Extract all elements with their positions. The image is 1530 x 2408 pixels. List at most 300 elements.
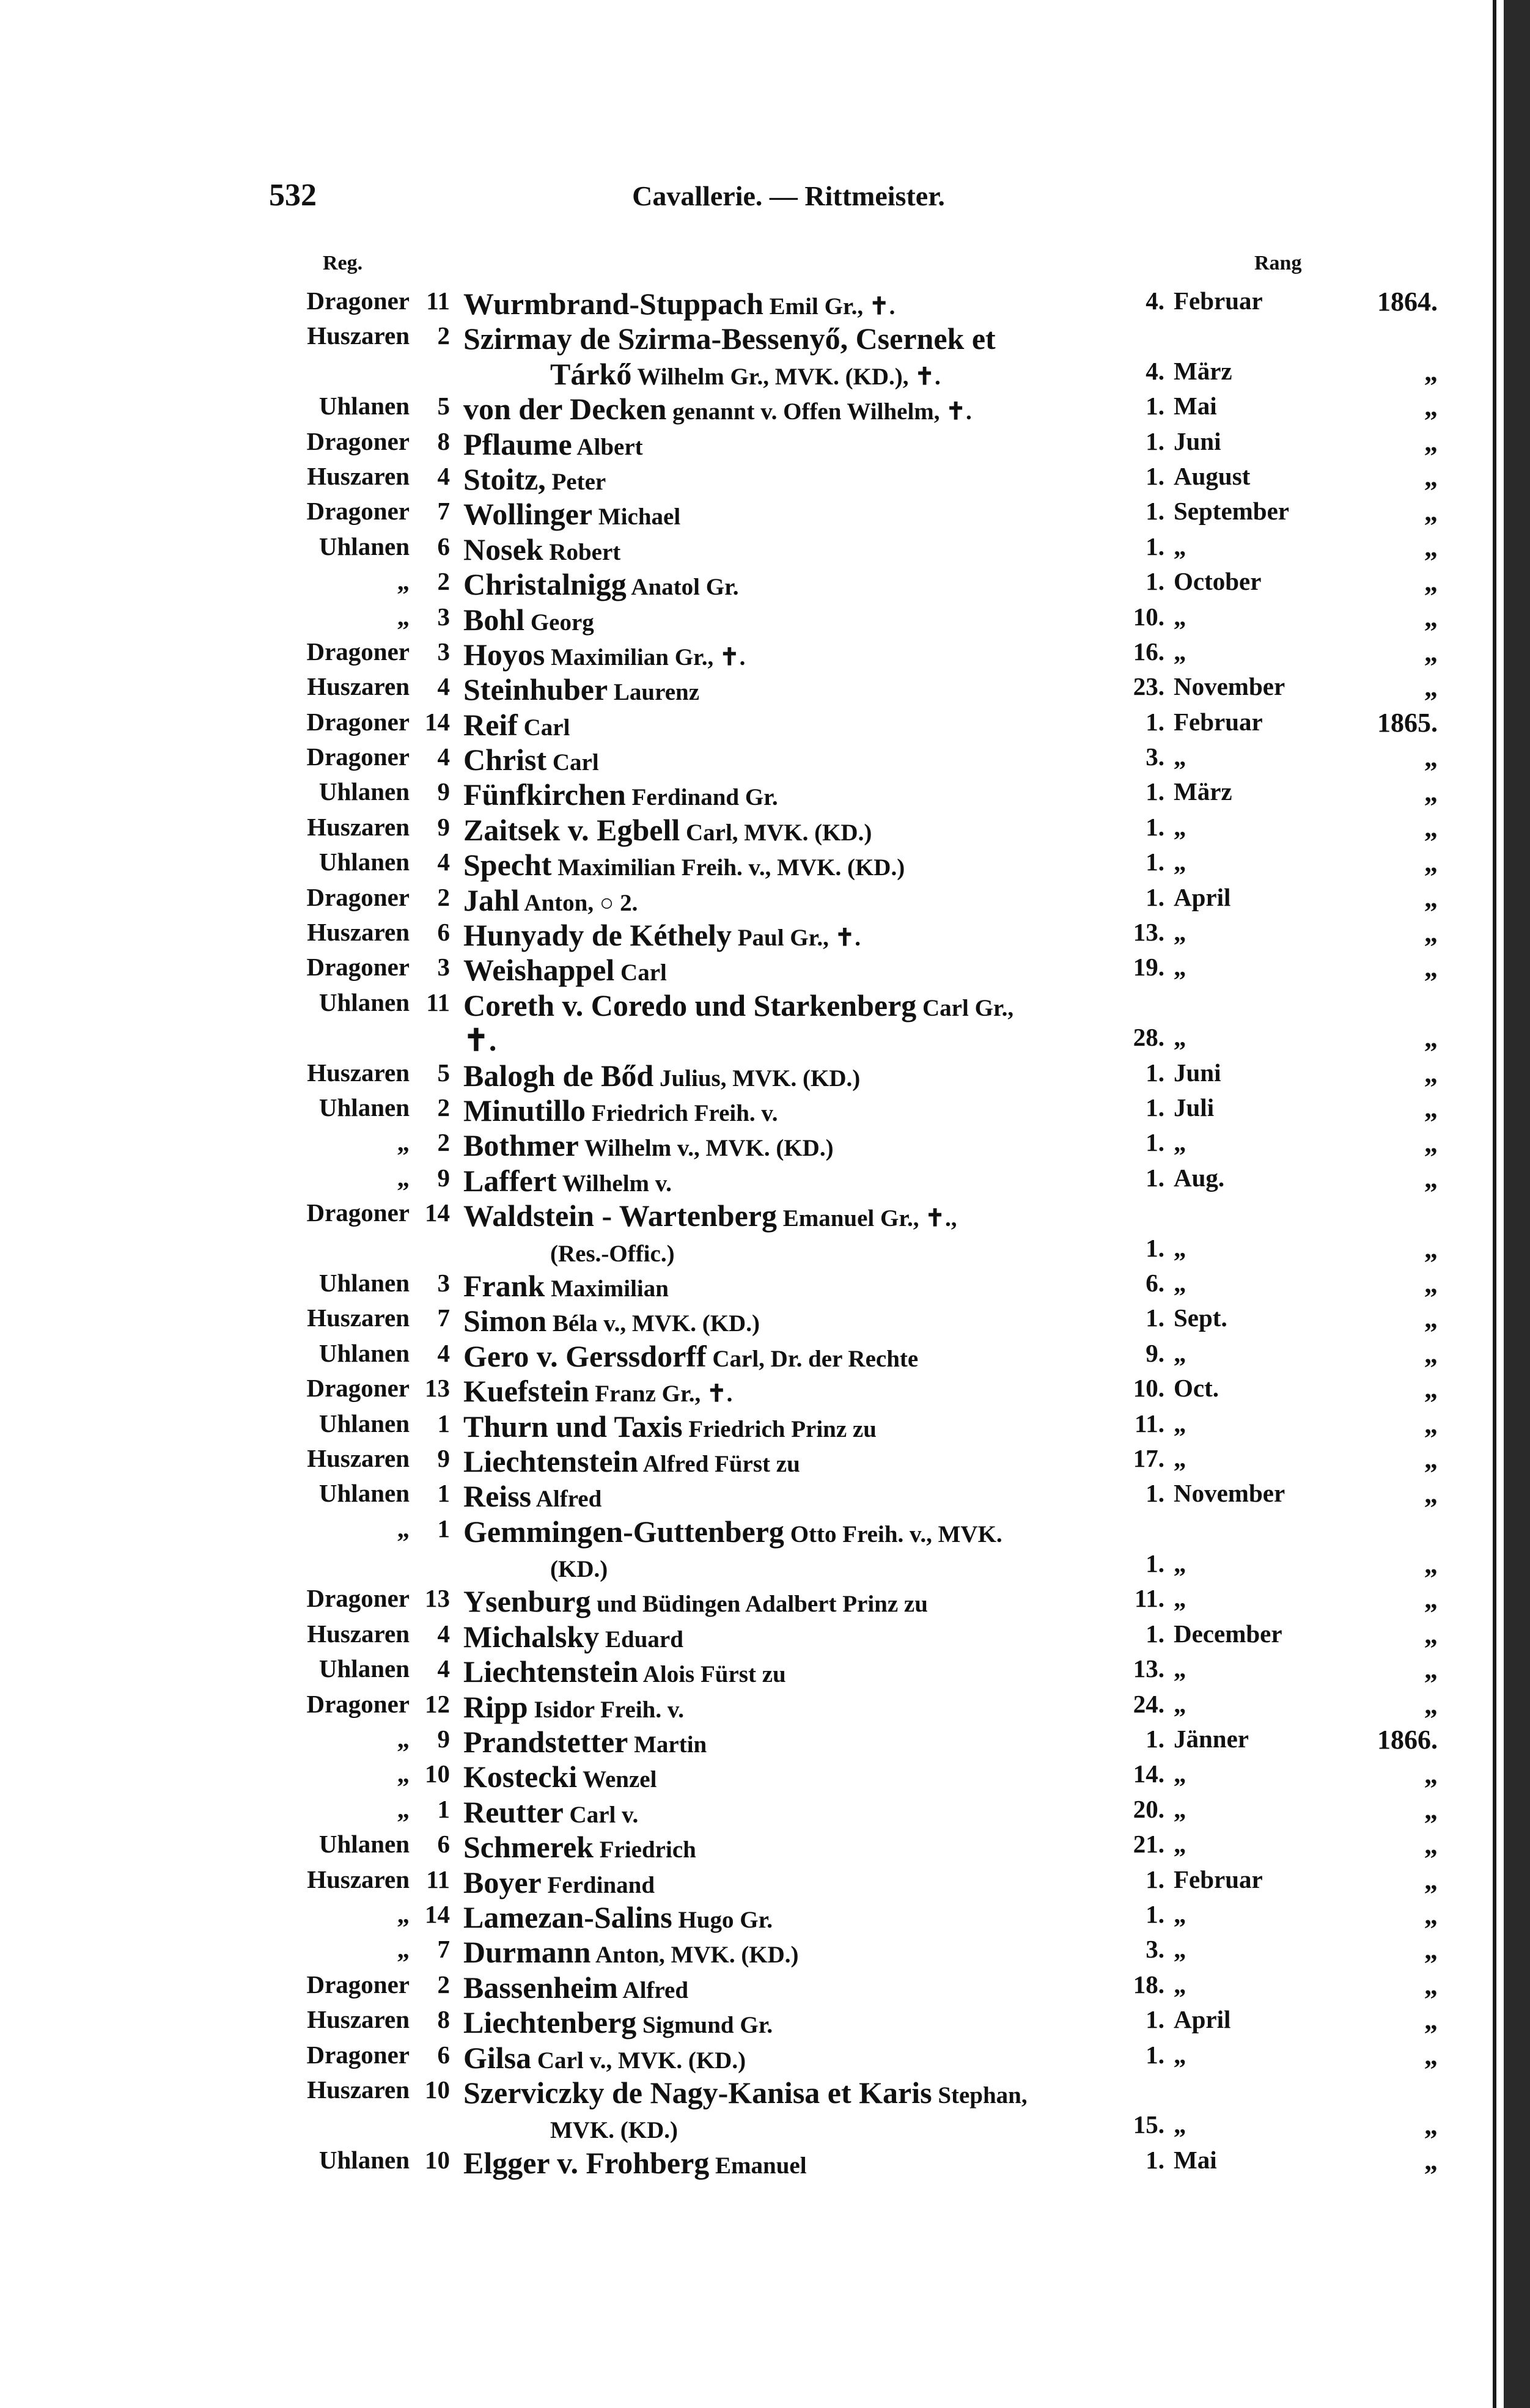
officer-surname: Thurn und Taxis	[463, 1409, 683, 1444]
rank-month: „	[1174, 1338, 1186, 1367]
regiment-name: Dragoner	[306, 707, 410, 736]
list-item	[269, 1335, 1443, 1373]
rank-year: „	[1424, 532, 1438, 562]
rank-year: „	[1424, 812, 1438, 843]
rank-year: 1866.	[1377, 1725, 1438, 1755]
regiment-name: Huszaren	[307, 2005, 410, 2034]
regiment-number: 2	[437, 1128, 450, 1157]
officer-entry	[463, 1584, 928, 1619]
regiment-name: Dragoner	[306, 2040, 410, 2069]
officer-entry	[463, 286, 895, 321]
rank-month: Februar	[1174, 707, 1263, 736]
rank-year: „	[1424, 1444, 1438, 1474]
regiment-name: Huszaren	[307, 812, 410, 841]
regiment-number: 1	[437, 1514, 450, 1543]
officer-given-names: Anatol Gr.	[626, 574, 739, 601]
rank-year: „	[1424, 1304, 1438, 1334]
list-item	[269, 2036, 1443, 2075]
rank-day: 1.	[1146, 1093, 1164, 1121]
officer-entry	[463, 391, 972, 427]
rank-year: „	[1424, 1128, 1438, 1159]
officer-entry	[550, 356, 941, 392]
rank-day: 11.	[1135, 1584, 1164, 1613]
rank-year: „	[1424, 848, 1438, 878]
rank-year: „	[1424, 672, 1438, 703]
regiment-number: 3	[437, 602, 450, 631]
rank-year: „	[1424, 1479, 1438, 1510]
rank-day: 1.	[1146, 707, 1164, 736]
regiment-number: 3	[437, 1268, 450, 1297]
rank-day: 10.	[1133, 1374, 1164, 1403]
rank-month: Sept.	[1174, 1304, 1227, 1332]
list-item	[269, 1510, 1443, 1549]
regiment-name: Huszaren	[307, 672, 410, 701]
list-item	[269, 1896, 1443, 1934]
rank-day: 1.	[1146, 427, 1164, 455]
list-item	[269, 317, 1443, 356]
rank-year: „	[1424, 567, 1438, 598]
officer-given-names: Carl Gr.,	[916, 994, 1014, 1021]
rank-day: 1.	[1146, 883, 1164, 911]
list-item	[269, 1861, 1443, 1900]
rank-day: 23.	[1133, 672, 1164, 701]
regiment-number: 7	[437, 1304, 450, 1332]
running-head: Cavallerie. — Rittmeister.	[632, 180, 945, 211]
regiment-number: 2	[437, 321, 450, 350]
officer-given-names: Isidor Freih. v.	[528, 1696, 684, 1723]
rank-day: 1.	[1146, 1163, 1164, 1192]
list-item	[269, 1019, 1443, 1058]
officer-entry	[463, 567, 739, 602]
officer-given-names: Emanuel	[709, 2152, 807, 2179]
rank-year: „	[1424, 1268, 1438, 1299]
list-item	[269, 879, 1443, 917]
officer-given-names: Friedrich Freih. v.	[586, 1099, 778, 1126]
officer-given-names: Albert	[572, 433, 643, 460]
regiment-number: 14	[425, 1900, 450, 1928]
rank-day: 1.	[1146, 497, 1164, 526]
regiment-number: 8	[437, 2005, 450, 2034]
officer-given-names: Stephan,	[932, 2082, 1028, 2109]
officer-given-names: Peter	[545, 468, 606, 495]
officer-given-names: Carl, MVK. (KD.)	[680, 819, 872, 846]
rank-year: „	[1424, 1865, 1438, 1895]
rank-year: „	[1424, 1233, 1438, 1264]
list-item	[269, 773, 1443, 812]
regiment-number: 6	[437, 2040, 450, 2069]
rank-day: 1.	[1146, 1058, 1164, 1087]
rank-month: „	[1174, 1444, 1186, 1472]
rank-year: 1865.	[1377, 707, 1438, 738]
officer-given-names: Maximilian Freih. v., MVK. (KD.)	[551, 854, 905, 881]
rank-month: „	[1174, 1549, 1186, 1578]
officer-surname: Waldstein - Wartenberg	[463, 1198, 777, 1233]
regiment-name: Dragoner	[306, 1689, 410, 1718]
officer-entry	[463, 321, 996, 356]
rank-day: 1.	[1146, 1304, 1164, 1332]
officer-entry	[463, 1163, 672, 1198]
officer-given-names: Maximilian Gr., ✝.	[545, 644, 746, 670]
officer-entry	[463, 672, 699, 707]
list-item	[269, 1720, 1443, 1760]
officer-given-names: Alfred	[617, 1977, 689, 2003]
rank-month: „	[1174, 602, 1186, 631]
rank-year: „	[1424, 497, 1438, 527]
officer-given-names: Carl	[546, 749, 599, 776]
officer-given-names: MVK. (KD.)	[550, 2117, 679, 2144]
officer-entry	[463, 1338, 918, 1374]
rank-day: 1.	[1146, 2005, 1164, 2034]
officer-entry	[463, 707, 570, 743]
regiment-name: Uhlanen	[318, 2145, 410, 2174]
regiment-number: 4	[437, 672, 450, 701]
rank-year: „	[1424, 1093, 1438, 1123]
list-item	[269, 1265, 1443, 1303]
rank-year: „	[1424, 1023, 1438, 1054]
regiment-number: 4	[437, 743, 450, 771]
rank-year: „	[1424, 1900, 1438, 1930]
officer-entry	[463, 812, 872, 848]
rank-month: November	[1174, 672, 1285, 701]
officer-given-names: Alois Fürst zu	[638, 1661, 786, 1688]
regiment-name: Dragoner	[306, 1584, 410, 1613]
regiment-name: Dragoner	[306, 287, 410, 315]
officer-surname: Frank	[463, 1268, 545, 1303]
officer-surname: Zaitsek v. Egbell	[463, 812, 680, 847]
officer-entry	[463, 742, 599, 777]
officer-given-names: Emil Gr., ✝.	[763, 293, 896, 320]
rank-year: „	[1424, 953, 1438, 983]
officer-surname: Jahl	[463, 883, 520, 917]
regiment-name: Huszaren	[307, 918, 410, 947]
rank-day: 1.	[1146, 2040, 1164, 2069]
rank-day: 17.	[1133, 1444, 1164, 1472]
rank-year: „	[1424, 1654, 1438, 1685]
rank-year: „	[1424, 1058, 1438, 1088]
rank-month: Mai	[1174, 392, 1217, 420]
regiment-number: 4	[437, 461, 450, 490]
officer-given-names: (KD.)	[550, 1556, 608, 1583]
officer-entry	[463, 427, 643, 462]
regiment-number: 14	[425, 1198, 450, 1227]
officer-given-names: Michael	[592, 504, 681, 530]
officer-entry	[463, 1865, 655, 1900]
list-item	[269, 1966, 1443, 2005]
officer-entry	[463, 1794, 638, 1830]
regiment-name: Dragoner	[306, 497, 410, 526]
rank-year: „	[1424, 1619, 1438, 1650]
officer-given-names: Robert	[543, 538, 621, 565]
officer-surname: Bothmer	[463, 1128, 579, 1163]
rank-month: „	[1174, 812, 1186, 841]
rank-year: „	[1424, 461, 1438, 492]
list-item	[269, 1686, 1443, 1724]
regiment-number: 1	[437, 1794, 450, 1823]
officer-given-names: Georg	[524, 609, 594, 636]
list-item	[269, 1580, 1443, 1619]
officer-surname: Stoitz,	[463, 461, 546, 496]
rank-month: Jänner	[1174, 1725, 1249, 1753]
list-item	[269, 1159, 1443, 1198]
regiment-name: Uhlanen	[318, 848, 410, 876]
officer-entry	[463, 1619, 683, 1654]
officer-given-names: Carl	[614, 960, 667, 986]
list-item	[269, 738, 1443, 777]
list-item	[269, 563, 1443, 602]
regiment-number: 11	[426, 1865, 450, 1893]
rank-day: 1.	[1146, 1865, 1164, 1893]
regiment-number: 10	[425, 2145, 450, 2174]
officer-surname: Pflaume	[463, 427, 572, 461]
regiment-name: Uhlanen	[318, 777, 410, 806]
rank-year: „	[1424, 2005, 1438, 2036]
rank-month: „	[1174, 743, 1186, 771]
rank-year: „	[1424, 1163, 1438, 1194]
officer-given-names: Paul Gr., ✝.	[731, 925, 861, 952]
list-item	[269, 1124, 1443, 1163]
officer-entry	[463, 1444, 800, 1479]
officer-surname: Tárkő	[550, 356, 632, 391]
regiment-number: 3	[437, 637, 450, 666]
list-item	[269, 493, 1443, 532]
regiment-name: Huszaren	[307, 2075, 410, 2104]
rank-day: 19.	[1133, 953, 1164, 982]
list-item	[269, 949, 1443, 988]
rank-day: 1.	[1146, 1479, 1164, 1508]
officer-given-names: Eduard	[599, 1626, 683, 1653]
rank-year: „	[1424, 1970, 1438, 2000]
rank-month: „	[1174, 1409, 1186, 1437]
rank-month: Juni	[1174, 1058, 1221, 1087]
officer-given-names: Martin	[628, 1731, 707, 1758]
regiment-name: Uhlanen	[318, 1830, 410, 1859]
officer-given-names: Ferdinand	[541, 1871, 655, 1898]
rank-year: „	[1424, 1374, 1438, 1404]
officer-surname: Szerviczky de Nagy-Kanisa et Karis	[463, 2075, 932, 2110]
rank-month: „	[1174, 1689, 1186, 1718]
officer-entry	[463, 952, 667, 988]
regiment-name: „	[397, 1900, 410, 1928]
regiment-number: 6	[437, 918, 450, 947]
officer-surname: Laffert	[463, 1163, 557, 1198]
officer-entry	[463, 602, 594, 637]
list-item	[269, 703, 1443, 742]
rank-month: Aug.	[1174, 1163, 1225, 1192]
rank-month: August	[1174, 461, 1251, 490]
column-header-reg: Reg.	[323, 252, 363, 274]
officer-surname: Coreth v. Coredo und Starkenberg	[463, 988, 917, 1022]
regiment-name: Uhlanen	[318, 392, 410, 420]
regiment-number: 4	[437, 848, 450, 876]
officer-surname: Wollinger	[463, 497, 593, 532]
regiment-number: 2	[437, 1970, 450, 1999]
officer-given-names: Wenzel	[577, 1766, 657, 1793]
officer-surname: Fünfkirchen	[463, 777, 626, 812]
rank-day: 16.	[1133, 637, 1164, 666]
rank-month: „	[1174, 1268, 1186, 1297]
officer-entry	[550, 1549, 608, 1584]
rank-day: 20.	[1133, 1794, 1164, 1823]
rank-month: „	[1174, 1794, 1186, 1823]
rank-day: 1.	[1146, 1725, 1164, 1753]
regiment-name: Uhlanen	[318, 1093, 410, 1121]
rank-month: „	[1174, 1233, 1186, 1262]
list-item	[269, 914, 1443, 953]
regiment-number: 1	[437, 1479, 450, 1508]
rank-month: April	[1174, 883, 1231, 911]
officer-entry	[463, 1268, 669, 1304]
list-item	[269, 1194, 1443, 1233]
regiment-number: 6	[437, 1830, 450, 1859]
officer-surname: Boyer	[463, 1865, 542, 1900]
officer-given-names: Béla v., MVK. (KD.)	[546, 1310, 760, 1337]
regiment-number: 1	[437, 1409, 450, 1437]
list-item	[269, 282, 1443, 321]
rank-year: 1864.	[1377, 287, 1438, 317]
list-item	[269, 1089, 1443, 1128]
rank-month: „	[1174, 2110, 1186, 2139]
officer-surname: Christalnigg	[463, 567, 627, 602]
list-item	[269, 1931, 1443, 1970]
rank-year: „	[1424, 427, 1438, 457]
regiment-name: Dragoner	[306, 637, 410, 666]
regiment-name: Uhlanen	[318, 1338, 410, 1367]
officer-given-names: Wilhelm v., MVK. (KD.)	[578, 1135, 834, 1162]
officer-entry	[463, 1373, 732, 1409]
list-item	[269, 668, 1443, 707]
regiment-number: 10	[425, 2075, 450, 2104]
rank-month: Februar	[1174, 287, 1263, 315]
officer-entry	[463, 1128, 834, 1163]
list-item	[269, 843, 1443, 883]
rank-day: 15.	[1133, 2110, 1164, 2139]
list-item	[269, 2071, 1443, 2110]
officer-surname: Balogh de Bőd	[463, 1058, 654, 1093]
rank-year: „	[1424, 1935, 1438, 1966]
regiment-name: Dragoner	[306, 953, 410, 982]
rank-day: 1.	[1146, 777, 1164, 806]
list-item	[269, 1755, 1443, 1794]
officer-entry	[463, 637, 745, 672]
regiment-number: 4	[437, 1619, 450, 1648]
officer-surname: Bassenheim	[463, 1970, 618, 2005]
list-item	[269, 1230, 1443, 1265]
regiment-name: Huszaren	[307, 461, 410, 490]
officer-surname: Elgger v. Frohberg	[463, 2145, 710, 2180]
regiment-name: Uhlanen	[318, 1654, 410, 1683]
officer-entry	[463, 1303, 760, 1338]
officer-surname: Minutillo	[463, 1093, 586, 1128]
regiment-name: Uhlanen	[318, 1409, 410, 1437]
list-item	[269, 458, 1443, 496]
regiment-name: Dragoner	[306, 1198, 410, 1227]
regiment-name: Huszaren	[307, 1304, 410, 1332]
regiment-number: 9	[437, 1725, 450, 1753]
list-item	[269, 1826, 1443, 1865]
regiment-number: 5	[437, 1058, 450, 1087]
officer-given-names: Laurenz	[608, 679, 700, 706]
officer-surname: Hunyady de Kéthely	[463, 918, 732, 953]
regiment-name: „	[397, 1514, 410, 1543]
officer-surname: ✝.	[463, 1023, 497, 1058]
list-item	[269, 1650, 1443, 1689]
officer-given-names: Carl	[517, 714, 570, 741]
regiment-name: „	[397, 1935, 410, 1964]
rank-year: „	[1424, 1409, 1438, 1439]
regiment-number: 9	[437, 1163, 450, 1192]
officer-entry	[550, 1233, 675, 1269]
officer-entry	[463, 1198, 957, 1233]
regiment-name: Dragoner	[306, 1374, 410, 1403]
list-item	[269, 2106, 1443, 2144]
officer-entry	[463, 1970, 688, 2005]
rank-day: 1.	[1146, 532, 1164, 560]
officer-surname: Reutter	[463, 1794, 564, 1829]
regiment-name: Dragoner	[306, 427, 410, 455]
rank-day: 13.	[1133, 918, 1164, 947]
rank-month: October	[1174, 567, 1262, 596]
list-item	[269, 2142, 1443, 2180]
list-item	[269, 633, 1443, 672]
rank-month: Mai	[1174, 2145, 1217, 2174]
officer-given-names: Julius, MVK. (KD.)	[653, 1065, 861, 1092]
column-header-rang: Rang	[1254, 252, 1302, 274]
rank-month: „	[1174, 1760, 1186, 1788]
rank-day: 3.	[1146, 743, 1164, 771]
rank-month: „	[1174, 2040, 1186, 2069]
rank-day: 1.	[1146, 2145, 1164, 2174]
rank-month: „	[1174, 918, 1186, 947]
officer-given-names: Sigmund Gr.	[636, 2012, 773, 2039]
officer-surname: Hoyos	[463, 637, 545, 672]
officer-surname: Liechtenstein	[463, 1654, 639, 1689]
regiment-name: Uhlanen	[318, 532, 410, 560]
rank-month: „	[1174, 848, 1186, 876]
regiment-number: 10	[425, 1760, 450, 1788]
officer-entry	[463, 1478, 601, 1514]
list-item	[269, 809, 1443, 847]
officer-given-names: Friedrich Prinz zu	[682, 1415, 877, 1442]
rank-day: 14.	[1133, 1760, 1164, 1788]
list-item	[269, 1405, 1443, 1444]
rank-year: „	[1424, 356, 1438, 387]
officer-entry	[463, 1934, 799, 1970]
officer-surname: von der Decken	[463, 392, 667, 427]
rank-day: 6.	[1146, 1268, 1164, 1297]
list-item	[269, 1299, 1443, 1338]
rank-month: „	[1174, 1830, 1186, 1859]
officer-given-names: Carl v.	[563, 1801, 639, 1828]
regiment-number: 7	[437, 1935, 450, 1964]
rank-month: „	[1174, 1128, 1186, 1157]
rank-day: 1.	[1146, 1549, 1164, 1578]
rank-month: „	[1174, 1584, 1186, 1613]
regiment-name: Dragoner	[306, 883, 410, 911]
rank-day: 4.	[1146, 287, 1164, 315]
officer-surname: Weishappel	[463, 953, 615, 988]
rank-day: 9.	[1146, 1338, 1164, 1367]
rank-day: 11.	[1135, 1409, 1164, 1437]
officer-given-names: Alfred Fürst zu	[638, 1450, 800, 1477]
list-item	[269, 1615, 1443, 1654]
rank-year: „	[1424, 1760, 1438, 1790]
officer-entry	[463, 1654, 786, 1689]
officer-surname: Lamezan-Salins	[463, 1900, 672, 1934]
rank-year: „	[1424, 777, 1438, 808]
rank-year: „	[1424, 637, 1438, 667]
officer-entry	[463, 1900, 773, 1935]
regiment-number: 13	[425, 1374, 450, 1403]
